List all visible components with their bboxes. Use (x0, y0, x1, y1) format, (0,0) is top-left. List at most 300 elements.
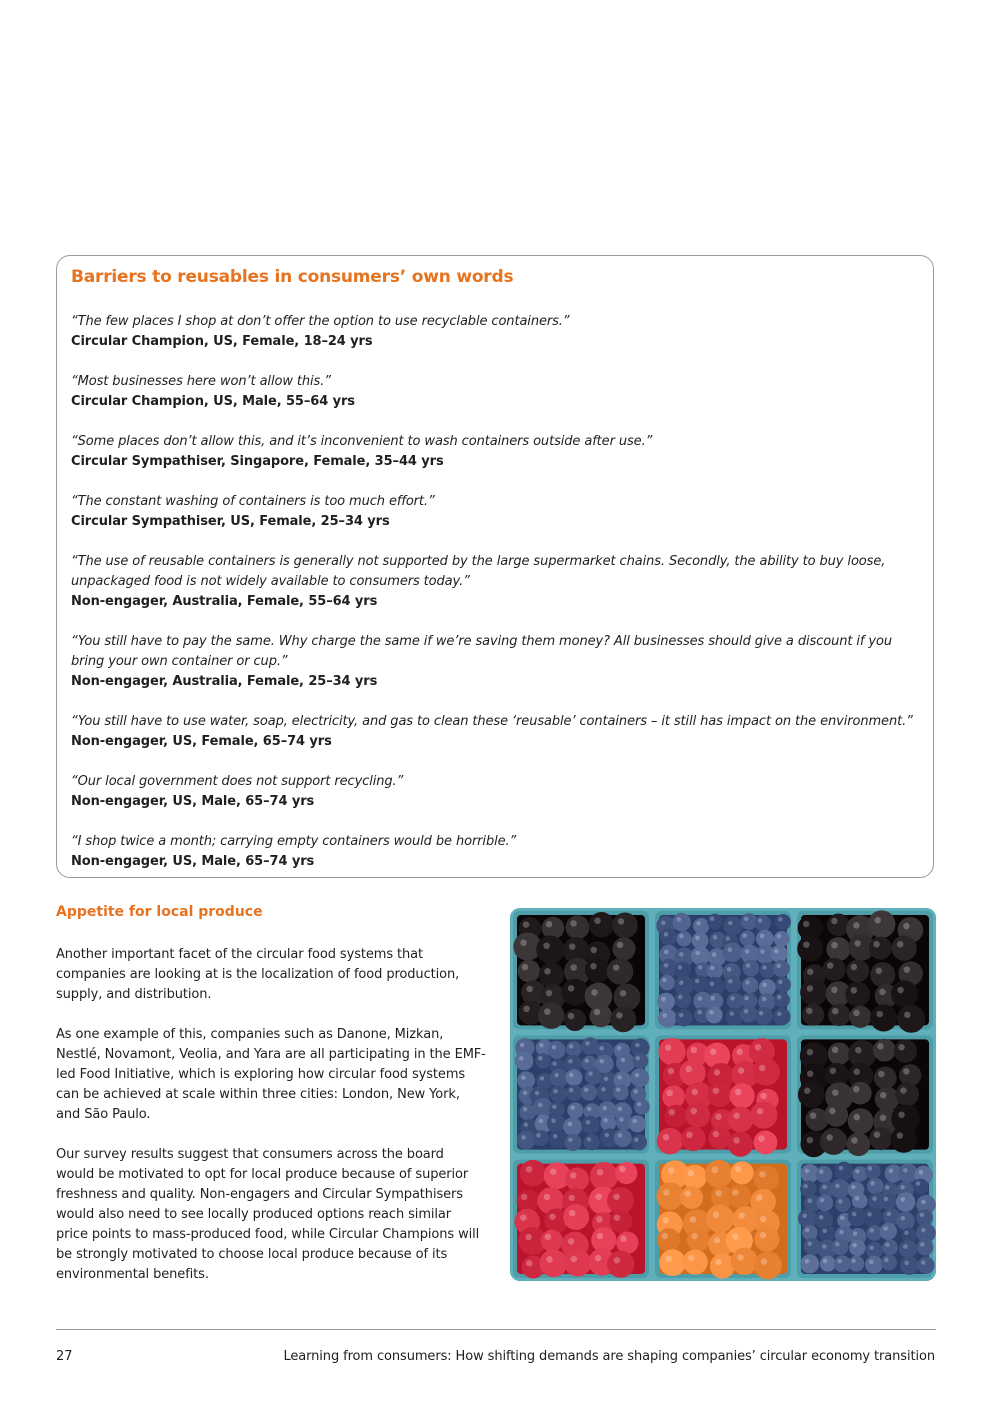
berry-highlight (602, 1106, 607, 1111)
berry-highlight (595, 1255, 602, 1262)
berry-highlight (880, 1115, 887, 1122)
blackberry (564, 1009, 586, 1031)
berry-highlight (679, 1013, 684, 1018)
berry-highlight (713, 1212, 720, 1219)
berry-highlight (617, 1046, 622, 1051)
berry-highlight (585, 1041, 590, 1046)
running-title: Learning from consumers: How shifting demands are shaping companies’ circular economy transition (283, 1349, 935, 1364)
quote-item (71, 632, 927, 692)
callout-title: Barriers to reusables in consumers’ own words (71, 267, 514, 287)
blackberry (846, 959, 869, 982)
blackberry (585, 958, 610, 983)
berry-highlight (884, 1258, 889, 1263)
berry-highlight (523, 1107, 528, 1112)
blackberry (802, 1004, 824, 1026)
blueberry (899, 1240, 917, 1258)
berry-highlight (679, 981, 684, 986)
blackberry (610, 1006, 636, 1032)
berry-highlight (877, 1043, 884, 1050)
berry-highlight (634, 1089, 639, 1094)
berry-highlight (617, 1075, 622, 1080)
berry-highlight (710, 917, 715, 922)
raspberry (658, 1038, 685, 1065)
berry-highlight (903, 923, 910, 930)
berry-highlight (544, 1008, 551, 1015)
berry-highlight (827, 962, 834, 969)
berry-highlight (853, 1010, 860, 1017)
berry-highlight (737, 1254, 744, 1261)
berry-highlight (568, 1195, 575, 1202)
berry-highlight (739, 1212, 746, 1219)
berry-highlight (898, 1044, 905, 1051)
berry-highlight (613, 1194, 620, 1201)
golden-raspberry (731, 1248, 758, 1275)
blueberry (832, 1238, 849, 1255)
berry-highlight (807, 1049, 814, 1056)
quote-attribution: Non-engager, US, Male, 65–74 yrs (71, 794, 315, 809)
blueberry (917, 1239, 934, 1256)
berry-highlight (746, 963, 751, 968)
berry-highlight (745, 980, 750, 985)
berry-highlight (744, 917, 749, 922)
berry-highlight (668, 1068, 675, 1075)
quote-text: “The use of reusable containers is generally not supported by the large supermarket chains. Secondly, the ability to buy loose, unpackaged food is not widely available to consumers today.” (71, 554, 886, 589)
blackberry (890, 1126, 917, 1153)
quote-text: “Some places don’t allow this, and it’s inconvenient to wash containers outside after use.” (71, 434, 653, 449)
berry-highlight (853, 922, 860, 929)
blueberry (725, 976, 742, 993)
raspberry (707, 1082, 732, 1107)
berry-highlight (597, 1169, 604, 1176)
raspberry (607, 1251, 634, 1278)
berry-highlight (854, 940, 861, 947)
blackberry (798, 1081, 825, 1108)
berry-highlight (594, 1009, 601, 1016)
berry-highlight (727, 967, 732, 972)
berry-highlight (807, 1070, 814, 1077)
berry-highlight (823, 1259, 828, 1264)
berry-highlight (822, 1185, 827, 1190)
blueberry (900, 1256, 919, 1275)
berry-highlight (889, 1169, 894, 1174)
berry-highlight (852, 1243, 857, 1248)
quote-attribution: Non-engager, US, Male, 65–74 yrs (71, 854, 315, 869)
raspberry (616, 1232, 638, 1254)
berry-highlight (546, 1256, 553, 1263)
berry-highlight (569, 1210, 576, 1217)
berry-highlight (921, 1200, 926, 1205)
raspberry (730, 1083, 755, 1108)
berry-highlight (679, 952, 684, 957)
berry-highlight (695, 951, 700, 956)
blueberry (672, 913, 690, 931)
berry-highlight (677, 917, 682, 922)
berry-highlight (728, 979, 733, 984)
berry-highlight (822, 1244, 827, 1249)
berry-highlight (803, 941, 810, 948)
berry-highlight (584, 1087, 589, 1092)
blackberry (849, 1006, 871, 1028)
berry-highlight (876, 1011, 883, 1018)
page-number: 27 (56, 1349, 73, 1364)
berry-highlight (712, 952, 717, 957)
berry-highlight (538, 1056, 543, 1061)
berry-highlight (526, 986, 533, 993)
berry-highlight (878, 1071, 885, 1078)
blueberry (723, 916, 742, 935)
berry-highlight (733, 1112, 740, 1119)
golden-raspberry (705, 1160, 733, 1188)
blackberry (891, 980, 918, 1007)
blueberry (691, 946, 710, 965)
berry-highlight (710, 996, 715, 1001)
berry-highlight (776, 964, 781, 969)
blackberry (590, 1005, 613, 1028)
quote-item (71, 432, 927, 472)
berry-highlight (570, 964, 577, 971)
raspberry (752, 1058, 780, 1086)
berry-highlight (613, 964, 620, 971)
berry-highlight (839, 1166, 844, 1171)
berry-highlight (587, 1137, 592, 1142)
berry-highlight (762, 983, 767, 988)
blueberry (773, 1008, 791, 1026)
blueberry (819, 1225, 835, 1241)
raspberry (664, 1105, 687, 1128)
blueberry (633, 1053, 649, 1069)
blueberry (581, 1116, 599, 1134)
berry-highlight (715, 1190, 722, 1197)
quote-attribution: Circular Champion, US, Female, 18–24 yrs (71, 334, 373, 349)
berry-highlight (774, 949, 779, 954)
berry-highlight (855, 1047, 862, 1054)
golden-raspberry (682, 1165, 706, 1189)
berry-highlight (712, 1167, 719, 1174)
blueberry (676, 931, 691, 946)
berry-highlight (569, 1073, 574, 1078)
golden-raspberry (657, 1228, 680, 1251)
berry-highlight (807, 1137, 814, 1144)
berry-highlight (715, 1259, 722, 1266)
berry-highlight (897, 987, 904, 994)
blueberry (775, 914, 791, 930)
blueberry (550, 1085, 567, 1102)
blueberry (740, 931, 755, 946)
blueberry (584, 1134, 600, 1150)
berry-highlight (855, 1169, 860, 1174)
blueberry (659, 975, 675, 991)
berry-highlight (664, 932, 669, 937)
berry-highlight (898, 1112, 905, 1119)
berry-highlight (872, 1196, 877, 1201)
berry-highlight (617, 942, 624, 949)
berry-highlight (690, 1216, 697, 1223)
quote-callout-box (56, 255, 934, 878)
blueberry (660, 929, 677, 946)
blackberry (828, 1004, 850, 1026)
blueberry (658, 1009, 677, 1028)
berry-highlight (523, 921, 530, 928)
raspberry (610, 1210, 633, 1233)
berry-highlight (678, 995, 683, 1000)
blackberry (539, 963, 564, 988)
berry-highlight (571, 1256, 578, 1263)
blueberry (581, 1084, 598, 1101)
berry-highlight (733, 1137, 740, 1144)
berry-highlight (714, 1237, 721, 1244)
berry-highlight (851, 987, 858, 994)
berry-highlight (519, 1056, 524, 1061)
berry-highlight (618, 1133, 623, 1138)
berry-highlight (668, 1167, 675, 1174)
paragraph: Our survey results suggest that consumers across the board would be motivated to opt for local produce because of superior freshness and quality. Non-engagers and Circular Sympathisers would also need to see locally produced options reach similar price points to mass-produced food, while Circular Champions will be strongly motivated to choose local produce because of its environmental benefits. (56, 1147, 480, 1282)
blackberry (613, 984, 640, 1011)
berry-highlight (901, 1197, 906, 1202)
golden-raspberry (680, 1186, 703, 1209)
blackberry (800, 979, 827, 1006)
berry-highlight (520, 1043, 525, 1048)
berry-highlight (759, 1011, 764, 1016)
berry-highlight (520, 1214, 527, 1221)
quote-text: “The few places I shop at don’t offer the option to use recyclable containers.” (71, 314, 570, 329)
berry-highlight (760, 934, 765, 939)
blueberry (563, 1117, 582, 1136)
blueberry (742, 960, 759, 977)
berry-highlight (838, 1199, 843, 1204)
berry-highlight (685, 1066, 692, 1073)
berry-highlight (885, 1185, 890, 1190)
berry-highlight (803, 1184, 808, 1189)
blueberry (675, 991, 692, 1008)
berry-highlight (762, 965, 767, 970)
berry-highlight (618, 918, 625, 925)
berry-highlight (897, 1132, 904, 1139)
berry-highlight (805, 1228, 810, 1233)
berry-highlight (635, 1073, 640, 1078)
berry-highlight (810, 1112, 817, 1119)
berry-highlight (758, 918, 763, 923)
berry-highlight (868, 1166, 873, 1171)
blackberry (869, 1127, 892, 1150)
berry-highlight (853, 1114, 860, 1121)
blueberry (674, 962, 691, 979)
berry-highlight (635, 1043, 640, 1048)
berry-highlight (569, 1044, 574, 1049)
berry-highlight (692, 1089, 699, 1096)
quote-attribution: Circular Sympathiser, Singapore, Female, 35–44 yrs (71, 454, 444, 469)
berry-highlight (666, 1090, 673, 1097)
blackberry (824, 1103, 848, 1127)
golden-raspberry (656, 1182, 684, 1210)
blueberry (631, 1134, 647, 1150)
blackberry (607, 958, 634, 985)
berry-highlight (539, 1119, 544, 1124)
berry-highlight (802, 1214, 807, 1219)
berry-highlight (604, 1077, 609, 1082)
blueberry (849, 1240, 865, 1256)
blueberry (917, 1257, 934, 1274)
berry-highlight (759, 1171, 766, 1178)
berry-highlight (904, 1261, 909, 1266)
raspberry (750, 1102, 777, 1129)
blueberry (881, 1194, 897, 1210)
berry-highlight (539, 1043, 544, 1048)
blueberry (800, 1254, 819, 1273)
berry-highlight (819, 1215, 824, 1220)
quote-item (71, 772, 927, 812)
quote-attribution: Non-engager, Australia, Female, 55–64 yrs (71, 594, 378, 609)
berry-highlight (757, 1108, 764, 1115)
berry-highlight (853, 1086, 860, 1093)
quote-text: “Most businesses here won’t allow this.” (71, 374, 331, 389)
berry-highlight (807, 985, 814, 992)
berry-highlight (691, 1047, 698, 1054)
berry-highlight (538, 1103, 543, 1108)
berry-highlight (759, 1065, 766, 1072)
berry-highlight (685, 1190, 692, 1197)
berry-highlight (742, 933, 747, 938)
berry-highlight (807, 1242, 812, 1247)
berry-highlight (760, 949, 765, 954)
golden-raspberry (687, 1229, 710, 1252)
blueberry (634, 1099, 650, 1115)
berry-highlight (879, 989, 886, 996)
berry-highlight (901, 1216, 906, 1221)
blueberry (834, 1255, 851, 1272)
berry-highlight (869, 1228, 874, 1233)
berry-highlight (601, 1087, 606, 1092)
blackberry (589, 912, 614, 937)
blueberry (802, 1225, 818, 1241)
blackberry (538, 1002, 565, 1029)
berry-highlight (632, 1119, 637, 1124)
blueberry (774, 931, 790, 947)
berry-highlight (715, 1113, 722, 1120)
berry-highlight (755, 1044, 762, 1051)
berry-highlight (904, 1231, 909, 1236)
quote-item (71, 492, 927, 532)
quote-text: “Our local government does not support recycling.” (71, 774, 404, 789)
raspberry (540, 1249, 568, 1277)
blueberry (707, 963, 723, 979)
blueberry (707, 993, 723, 1009)
berry-highlight (840, 1216, 845, 1221)
berry-highlight (585, 1059, 590, 1064)
berry-highlight (851, 1259, 856, 1264)
berry-highlight (762, 997, 767, 1002)
berry-highlight (777, 1012, 782, 1017)
berry-highlight (880, 1092, 887, 1099)
berry-highlight (544, 1194, 551, 1201)
raspberry (615, 1162, 637, 1184)
berry-highlight (605, 1133, 610, 1138)
berry-highlight (678, 965, 683, 970)
blueberry (740, 1005, 757, 1022)
blackberry (828, 1042, 850, 1064)
berry-highlight (870, 1181, 875, 1186)
blackberry (612, 912, 638, 938)
berry-highlight (619, 1117, 624, 1122)
berry-highlight (621, 1058, 626, 1063)
berry-highlight (695, 979, 700, 984)
berry-highlight (803, 921, 810, 928)
berries-illustration (510, 908, 936, 1281)
body-text (56, 945, 486, 1305)
berry-highlight (616, 1087, 621, 1092)
raspberry (590, 1162, 618, 1190)
section-heading: Appetite for local produce (56, 904, 263, 920)
berry-highlight (804, 1087, 811, 1094)
blueberry (517, 1131, 536, 1150)
berry-highlight (540, 1076, 545, 1081)
raspberry (728, 1132, 753, 1157)
berry-highlight (696, 921, 701, 926)
berry-highlight (874, 1131, 881, 1138)
berry-highlight (665, 1256, 672, 1263)
berry-highlight (664, 950, 669, 955)
berry-highlight (837, 1259, 842, 1264)
blueberry (741, 913, 758, 930)
quote-item (71, 552, 927, 612)
berry-highlight (867, 1212, 872, 1217)
berry-highlight (569, 1088, 574, 1093)
raspberry (565, 1167, 589, 1191)
berry-highlight (873, 941, 880, 948)
blueberry (548, 1041, 566, 1059)
golden-raspberry (754, 1226, 779, 1251)
raspberry (563, 1204, 589, 1230)
blueberry (723, 942, 743, 962)
berry-highlight (916, 1181, 921, 1186)
quote-text: “The constant washing of containers is too much effort.” (71, 494, 435, 509)
raspberry (709, 1127, 731, 1149)
berry-highlight (600, 1059, 605, 1064)
berry-highlight (586, 1120, 591, 1125)
berry-highlight (552, 1061, 557, 1066)
berry-highlight (568, 1138, 573, 1143)
berry-highlight (596, 1216, 603, 1223)
blueberry (820, 1256, 836, 1272)
berry-highlight (568, 1059, 573, 1064)
berry-highlight (760, 1232, 767, 1239)
berry-highlight (568, 1122, 573, 1127)
blueberry (630, 1068, 649, 1087)
blueberry (707, 914, 723, 930)
golden-raspberry (683, 1249, 708, 1274)
berry-highlight (663, 1134, 670, 1141)
berry-highlight (756, 1194, 763, 1201)
berry-highlight (523, 1006, 530, 1013)
berry-highlight (835, 1184, 840, 1189)
berry-highlight (710, 966, 715, 971)
quote-item (71, 832, 927, 872)
berry-highlight (744, 1009, 749, 1014)
blueberry (863, 1207, 882, 1226)
blackberry (895, 1083, 919, 1107)
blackberry (894, 1039, 917, 1062)
blueberry (567, 1102, 583, 1118)
berry-highlight (900, 1185, 905, 1190)
blueberry (566, 1069, 583, 1086)
berry-highlight (535, 1091, 540, 1096)
berry-highlight (691, 1108, 698, 1115)
berry-highlight (552, 1104, 557, 1109)
berry-highlight (761, 1258, 768, 1265)
berry-highlight (728, 921, 733, 926)
blackberry (826, 937, 850, 961)
golden-raspberry (730, 1161, 753, 1184)
berry-highlight (521, 1194, 528, 1201)
